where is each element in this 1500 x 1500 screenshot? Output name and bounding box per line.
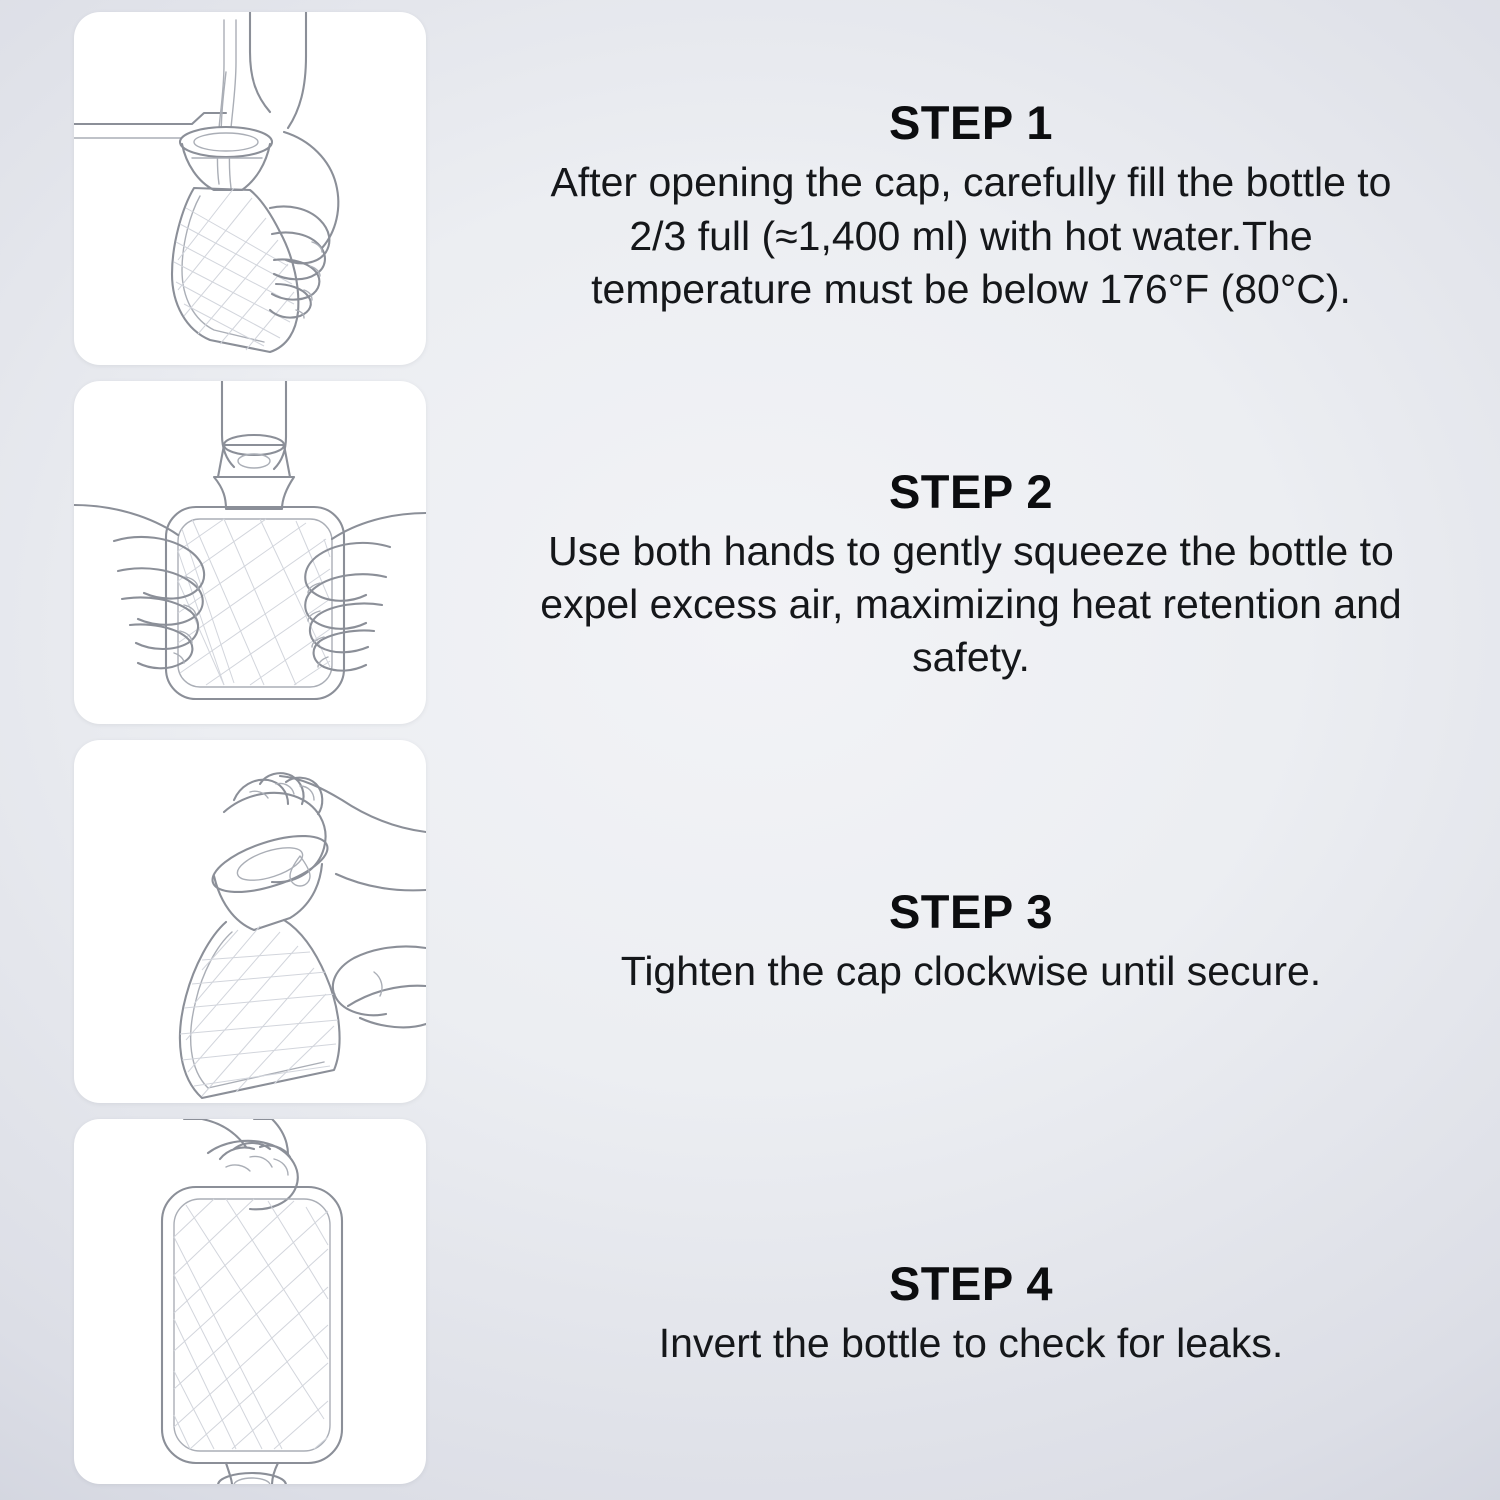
step-1-block bbox=[500, 0, 1442, 393]
two-hands-squeezing-bottle-icon bbox=[74, 381, 426, 724]
step-2-title: STEP 2 bbox=[888, 464, 1054, 518]
step-2-body: Use both hands to gently squeeze the bottle to expel excess air, maximizing heat retention and safety. bbox=[540, 527, 1402, 681]
step-2-block bbox=[500, 393, 1442, 755]
step-3-title: STEP 3 bbox=[888, 884, 1054, 938]
step-4-block bbox=[500, 1127, 1442, 1500]
step-3-block bbox=[500, 755, 1442, 1126]
step-1-title: STEP 1 bbox=[888, 96, 1054, 150]
steps-column bbox=[500, 0, 1500, 1500]
pouring-hot-water-into-bottle-icon bbox=[74, 12, 426, 365]
step-3-body: Tighten the cap clockwise until secure. bbox=[620, 947, 1322, 994]
illustration-panel-step-3 bbox=[74, 740, 426, 1103]
hand-tightening-cap-icon bbox=[74, 740, 426, 1103]
step-4-title: STEP 4 bbox=[888, 1257, 1054, 1311]
step-4-body: Invert the bottle to check for leaks. bbox=[658, 1320, 1284, 1367]
illustration-column bbox=[0, 0, 500, 1500]
step-1-body: After opening the cap, carefully fill the bottle to 2/3 full (≈1,400 ml) with hot water.The temperature must be below 176°F (80°C). bbox=[550, 159, 1392, 312]
inverted-bottle-leak-check-icon bbox=[74, 1119, 426, 1484]
illustration-panel-step-2 bbox=[74, 381, 426, 724]
illustration-panel-step-4 bbox=[74, 1119, 426, 1484]
illustration-panel-step-1 bbox=[74, 12, 426, 365]
